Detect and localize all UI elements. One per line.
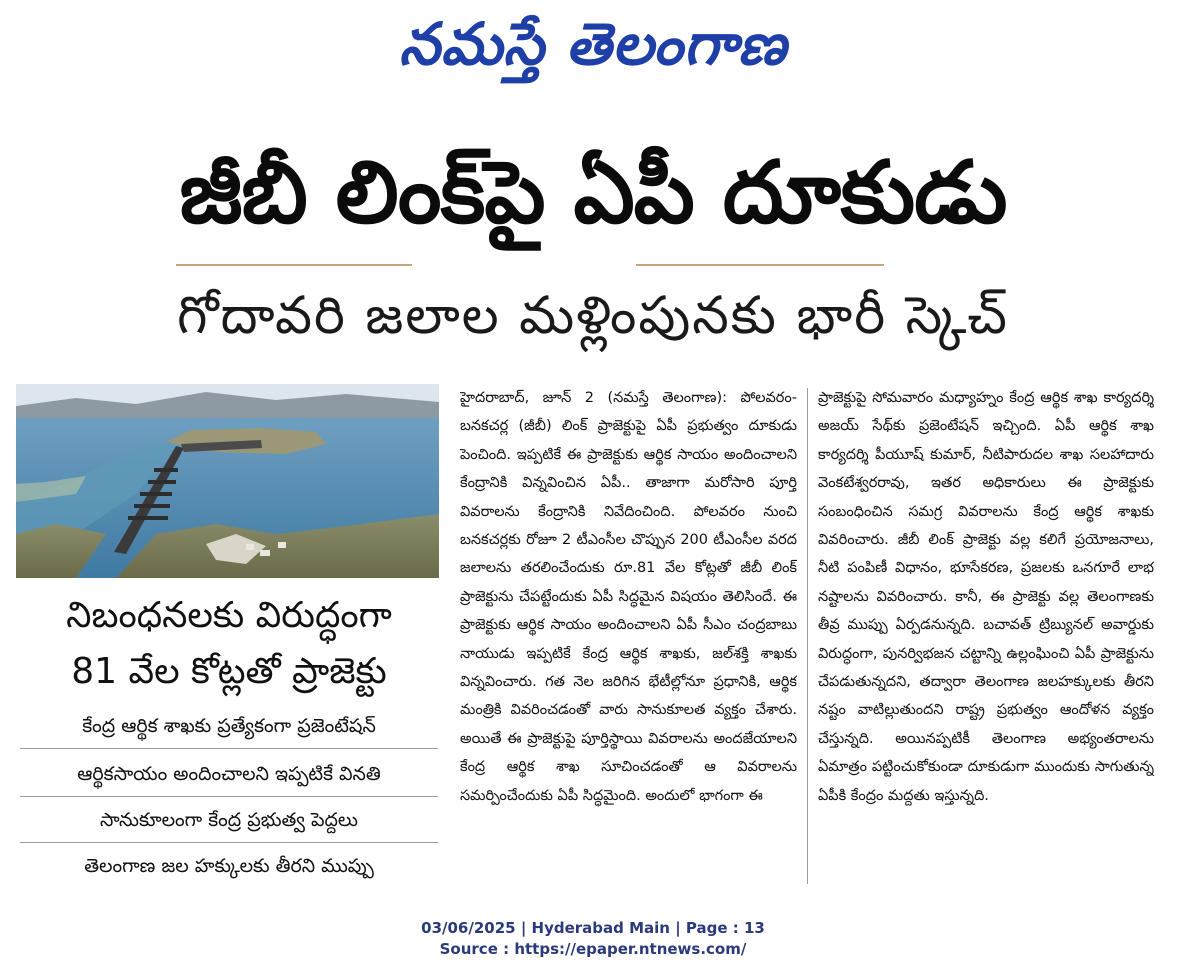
main-headline: జీబీ లింక్‌పై ఏపీ దూకుడు xyxy=(179,143,1007,243)
source-link[interactable]: Source : https://epaper.ntnews.com/ xyxy=(439,940,747,958)
dam-reservoir-photo xyxy=(16,384,439,578)
sub-headline: గోదావరి జలాల మళ్లింపునకు భారీ స్కెచ్ xyxy=(177,286,1009,346)
headline-rule-right xyxy=(636,264,884,266)
article-column-1: హైదరాబాద్‌, జూన్‌ 2 (నమస్తే తెలంగాణ): పోలవరం-బనకచర్ల (జీబీ) లింక్‌ ప్రాజెక్టుపై ఏపీ ప్రభుత్వం దూకుడు పెంచింది. ఇప్పటికే ఈ ప్రాజెక్టుకు ఆర్థిక సాయం అందించాలని కేంద్రానికి విన్నవించిన ఏపీ.. తాజాగా మరోసారి పూర్తి వివరాలను కేంద్రానికి నివేదించింది. పోలవరం నుంచి బనకచర్లకు రోజూ 2 టీఎంసీల చొప్పున 200 టీఎంసీల వరద జలాలను తరలించేందుకు రూ.81 వేల కోట్లతో జీబీ లింక్‌ ప్రాజెక్టును చేపట్టేందుకు ఏపీ సిద్ధమైన విషయం తెలిసిందే. ఈ ప్రాజెక్టుకు ఆర్థిక సాయం అందించాలని ఏపీ సీఎం చంద్రబాబు నాయుడు ఇప్పటికే కేంద్ర ఆర్థిక శాఖకు, జల్‌శక్తి శాఖకు విన్నవించారు. గత నెల జరిగిన భేటీల్లోనూ ప్రధానికి, ఆర్థిక మంత్రికి వివరించడంతో వారు సానుకూలత వ్యక్తం చేశారు. అయితే ఈ ప్రాజెక్టుపై పూర్తిస్థాయి వివరాలను అందజేయాలని కేంద్ర ఆర్థిక శాఖ సూచించడంతో ఆ వివరాలను సమర్పించేందుకు ఏపీ సిద్ధమైంది. అందులో భాగంగా ఈ xyxy=(460,390,797,804)
headline-rule-left xyxy=(176,264,412,266)
highlight-point: సానుకూలంగా కేంద్ర ప్రభుత్వ పెద్దలు xyxy=(100,809,358,831)
column-divider xyxy=(807,388,808,884)
kicker-line-1: నిబంధనలకు విరుద్ధంగా xyxy=(66,595,392,636)
kicker-line-2: 81 వేల కోట్లతో ప్రాజెక్టు xyxy=(71,651,387,692)
highlight-point: తెలంగాణ జల హక్కులకు తీరని ముప్పు xyxy=(84,855,374,877)
highlight-point: కేంద్ర ఆర్థిక శాఖకు ప్రత్యేకంగా ప్రజెంటేషన్ xyxy=(82,715,376,737)
newspaper-masthead: నమస్తే తెలంగాణ xyxy=(399,10,787,78)
highlight-divider xyxy=(20,796,438,797)
article-column-2: ప్రాజెక్టుపై సోమవారం మధ్యాహ్నం కేంద్ర ఆర్థిక శాఖ కార్యదర్శి అజయ్‌ సేథ్‌కు ప్రజెంటేషన్‌ ఇచ్చింది. ఏపీ ఆర్థిక శాఖ కార్యదర్శి పీయూష్‌ కుమార్‌, నీటిపారుదల శాఖ సలహాదారు వెంకటేశ్వరరావు, ఇతర అధికారులు ఈ ప్రాజెక్టుకు సంబంధించిన సమగ్ర వివరాలను కేంద్ర ఆర్థిక శాఖకు వివరించారు. జీబీ లింక్‌ ప్రాజెక్టు వల్ల కలిగే ప్రయోజనాలు, నీటి పంపిణీ విధానం, భూసేకరణ, ప్రజలకు ఒనగూరే లాభ నష్టాలను వివరించారు. కానీ, ఈ ప్రాజెక్టు వల్ల తెలంగాణకు తీవ్ర ముప్పు ఏర్పడనున్నది. బచావత్‌ ట్రిబ్యునల్‌ అవార్డుకు విరుద్ధంగా, పునర్విభజన చట్టాన్ని ఉల్లంఘించి ఏపీ ప్రాజెక్టును చేపడుతున్నదని, తద్వారా తెలంగాణ జలహక్కులకు తీరని నష్టం వాటిల్లుతుందని రాష్ట్ర ప్రభుత్వం ఆందోళన వ్యక్తం చేస్తున్నది. అయినప్పటికీ తెలంగాణ అభ్యంతరాలను ఏమాత్రం పట్టించుకోకుండా దూకుడుగా ముందుకు సాగుతున్న ఏపీకి కేంద్రం మద్దతు ఇస్తున్నది. xyxy=(818,390,1154,804)
highlight-divider xyxy=(20,842,438,843)
highlight-divider xyxy=(20,748,438,749)
page-footer xyxy=(0,918,1186,960)
edition-info: 03/06/2025 | Hyderabad Main | Page : 13 xyxy=(421,919,765,937)
highlight-point: ఆర్థికసాయం అందించాలని ఇప్పటికే వినతి xyxy=(77,763,381,785)
